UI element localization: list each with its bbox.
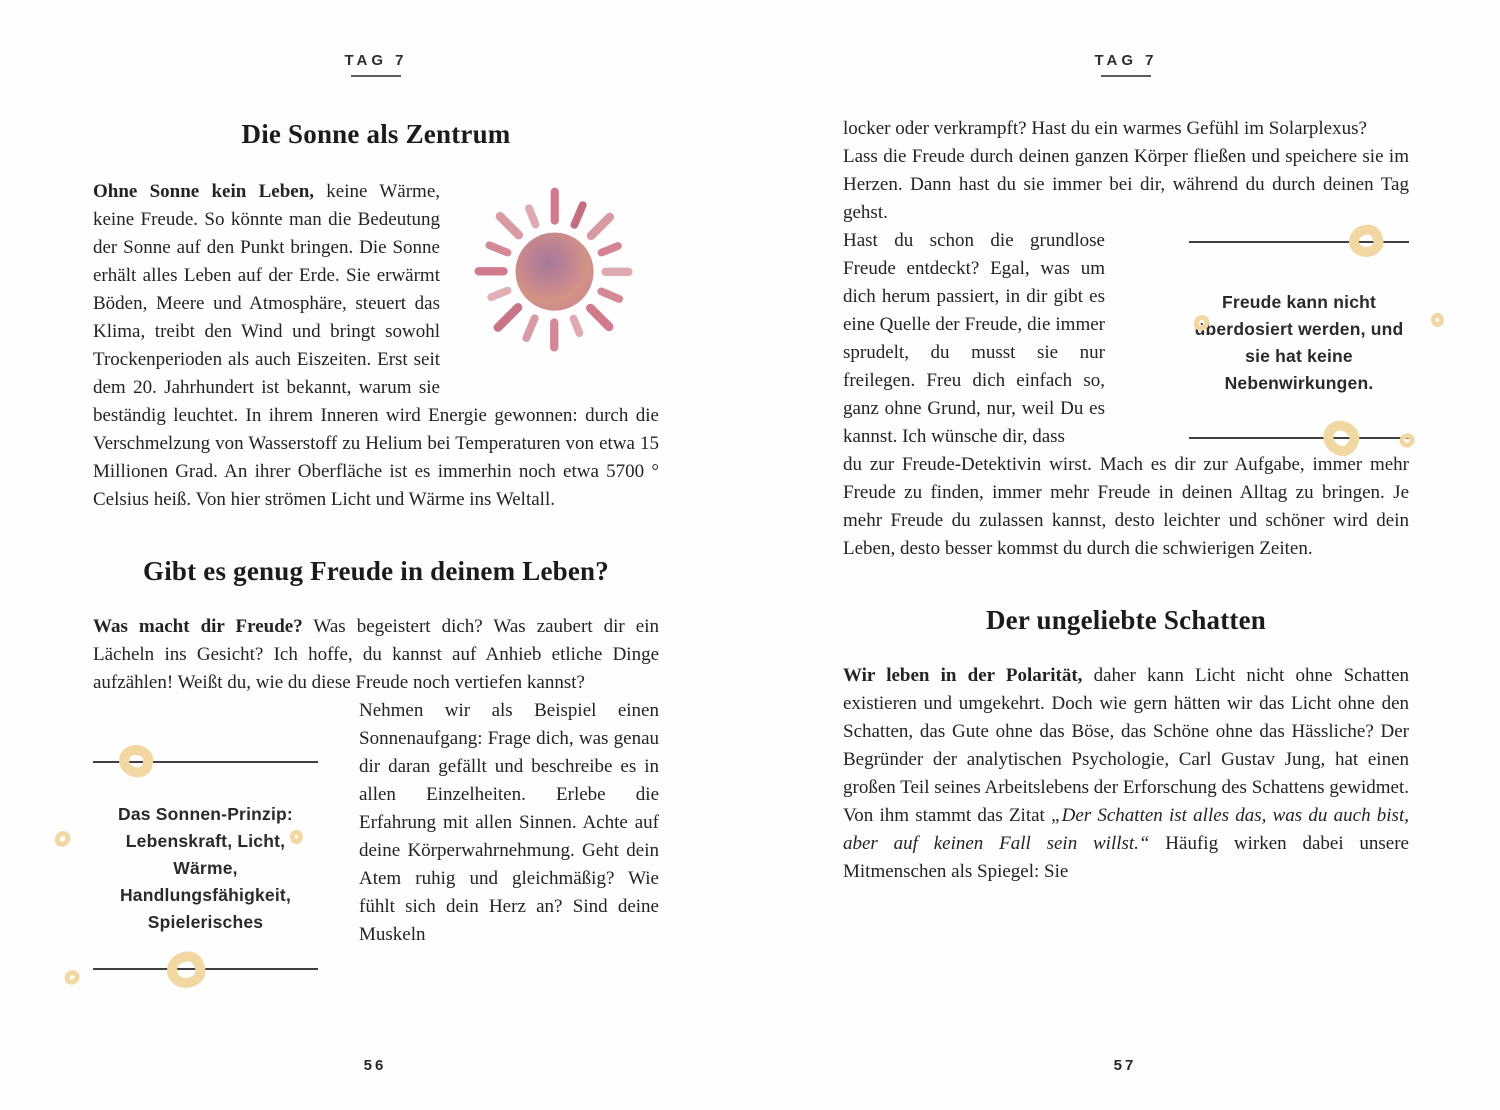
paragraph-polaritaet [843,662,1409,886]
paragraph-sonnenaufgang: Nehmen wir als Beispiel einen Sonnenaufgang: Frage dich, was genau dir daran gefällt und beschreibe es in allen Einzelheiten. Erlebe die Erfahrung mit allen Sinnen. Achte auf deine Körperwahrnehmung. Geht dein Atem ruhig und gleichmäßig? Wie fühlt sich dein Herz an? Sind deine Muskeln [359,700,659,945]
section-heading-freude: Gibt es genug Freude in deinem Leben? [143,556,609,586]
jung-zitat: „Der Schatten ist alles das, was du auch bist, aber auf keinen Fall sein willst.“ [843,805,1409,854]
page-number: 56 [363,1057,387,1074]
sun-illustration [454,174,659,374]
paragraph-polaritaet-body: daher kann Licht nicht ohne Schatten existieren und umgekehrt. Doch wie gern hätten wir das Licht ohne den Schatten, das Gute ohne das Böse, das Schöne ohne das Hässliche? Der Begründer der analytischen Psychologie, Carl Gustav Jung, hat einen großen Teil seines Arbeitslebens der Erforschung des Schattens gewidmet. Von ihm stammt das Zitat [843,665,1409,826]
chapter-label-underline [351,75,401,77]
pull-quote-text: Freude kann nicht überdosiert werden, und sie hat keine Nebenwirkungen. [1194,292,1404,393]
gold-dot-icon [52,829,72,850]
paragraph-freude-body: Was begeistert dich? Was zaubert dir ein Lächeln ins Gesicht? Ich hoffe, du kannst auf Anhieb etliche Dinge aufzählen! Weißt du, wie du diese Freude noch vertiefen kannst? [93,616,659,693]
paragraph-polaritaet-lead: Wir leben in der Polarität, [843,665,1083,686]
paragraph-freude [93,613,659,697]
pull-quote-text: Das Sonnen-Prinzip: Lebenskraft, Licht, Wärme, Handlungsfähigkeit, Spielerisches [118,804,293,932]
pull-quote-rule-top [93,761,318,763]
page-number: 57 [1113,1057,1137,1074]
gold-ring-icon [1345,221,1386,261]
gold-dot-icon [62,967,82,987]
chapter-label: TAG 7 [344,52,408,69]
gold-dot-icon [1429,311,1447,329]
right-page-content [843,0,1409,886]
paragraph-sun-body: keine Wärme, keine Freude. So könnte man die Bedeutung der Sonne auf den Punkt bringen. Die Sonne erhält alles Leben auf der Erde. Sie erwärmt Böden, Meere und Atmosphäre, steuert das Klima, treibt den Wind und bringt sowohl Trockenperioden als auch Eiszeiten. Erst seit dem 20. Jahrhundert ist bekannt, warum sie beständig leuchtet. In ihrem Inneren wird Energie gewonnen: durch die Verschmelzung von Wasserstoff zu Helium bei Temperaturen von etwa 15 Millionen Grad. An ihrer Oberfläche ist es immerhin noch etwa 5700 ° Celsius heiß. Von hier strömen Licht und Wärme ins Weltall. [93,181,659,510]
paragraph-sun [93,178,659,514]
chapter-label: TAG 7 [1094,52,1158,69]
section-heading-sun: Die Sonne als Zentrum [241,119,511,149]
gold-ring-icon [162,947,210,994]
paragraph-polaritaet-end: Häufig wirken dabei unsere Mitmenschen als Spiegel: Sie [843,833,1409,882]
paragraph-grundlose-freude: Hast du schon die grundlose Freude entdeckt? Egal, was um dich herum passiert, in dir gibt es eine Quelle der Freude, die immer sprudelt, du musst sie nur freilegen. Freu dich einfach so, ganz ohne Grund, nur, weil Du es kannst. Ich wünsche dir, dass [843,230,1105,447]
right-two-column-block [843,227,1409,451]
pull-quote-rule-bottom [1189,437,1409,439]
paragraph-solarplexus: locker oder verkrampft? Hast du ein warmes Gefühl im Solarplexus? [843,118,1367,139]
paragraph-sun-lead: Ohne Sonne kein Leben, [93,181,315,202]
gold-ring-icon [116,742,156,780]
pull-quote-rule-top [1189,241,1409,243]
paragraph-freude-lead: Was macht dir Freude? [93,616,303,637]
pull-quote-rule-bottom [93,968,318,970]
pull-quote-freude [1189,241,1409,439]
paragraph-freude-detektivin: du zur Freude-Detektivin wirst. Mach es dir zur Aufgabe, immer mehr Freude zu finden, immer mehr Freude in deinen Alltag zu bringen. Je mehr Freude du zulassen kannst, desto leichter und schöner wird dein Leben, desto besser kommst du durch die schwierigen Zeiten. [843,454,1409,559]
left-page-content [93,0,659,970]
book-page-right [750,0,1500,1110]
chapter-label-underline [1101,75,1151,77]
section-heading-schatten: Der ungeliebte Schatten [985,605,1267,635]
paragraph-koerper: Lass die Freude durch deinen ganzen Körper fließen und speichere sie im Herzen. Dann hast du sie immer bei dir, während du durch deinen Tag gehst. [843,146,1409,223]
pull-quote-sun-prinzip [93,761,318,970]
left-two-column-block [93,697,659,970]
